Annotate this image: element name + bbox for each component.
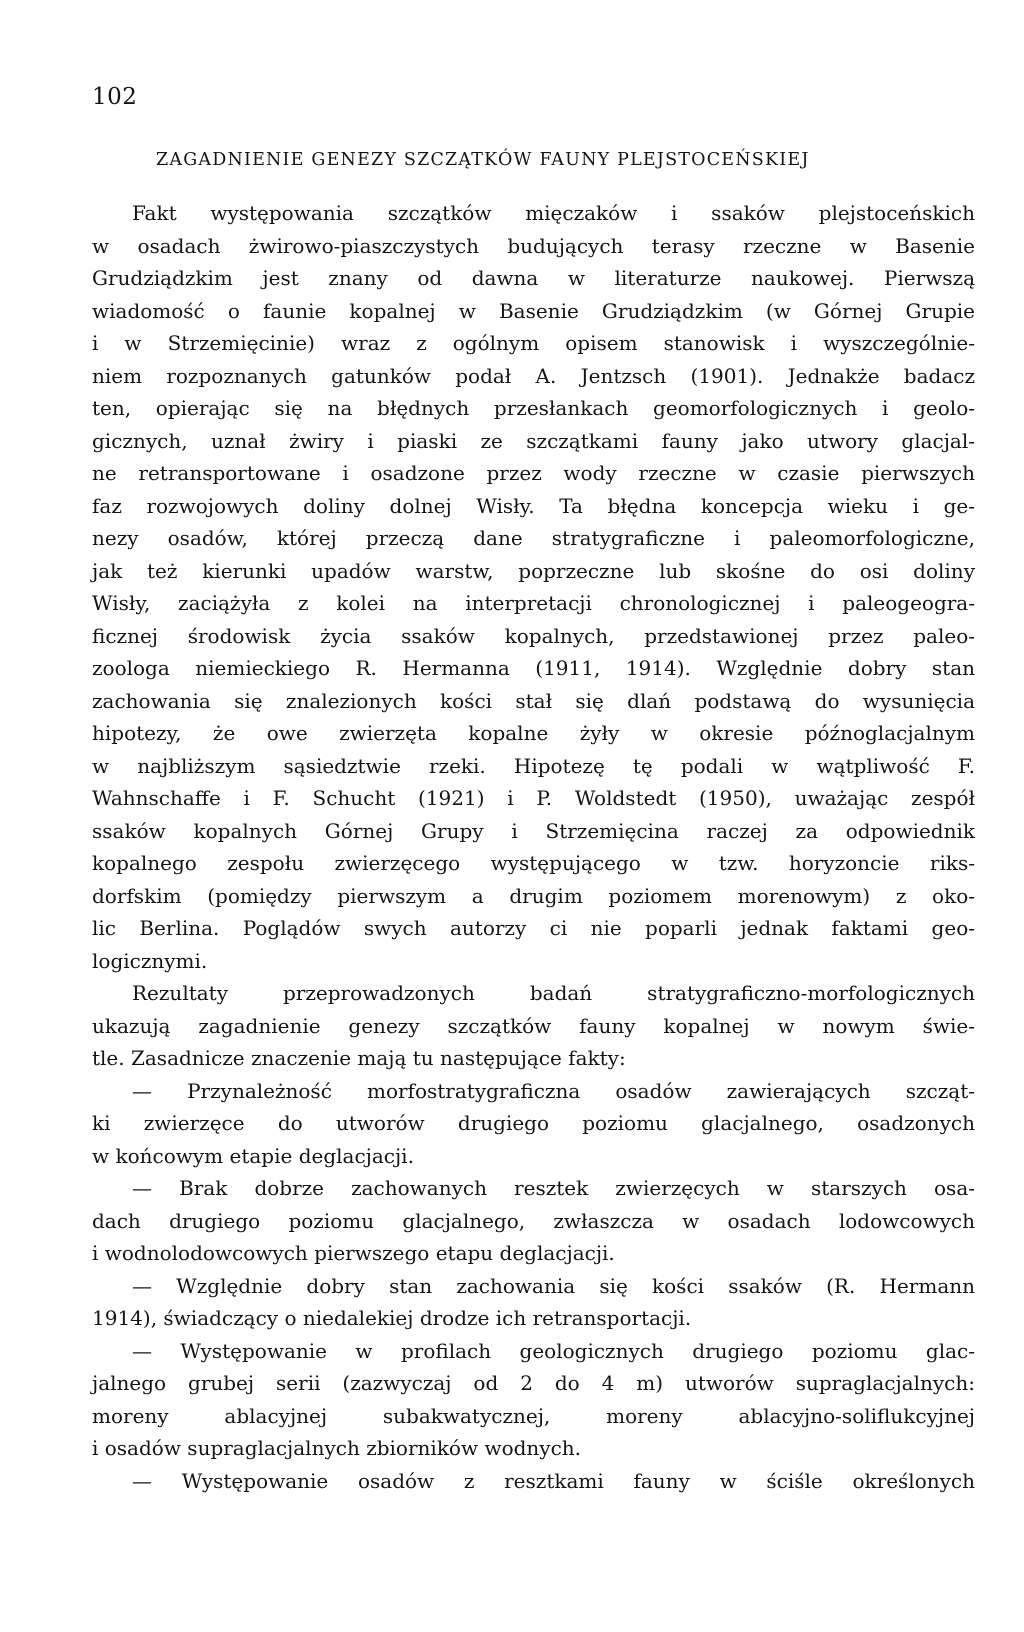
text-line: dorfskim (pomiędzy pierwszym a drugim poziomem morenowym) z oko-: [92, 883, 975, 908]
text-line: ukazują zagadnienie genezy szczątków fauny kopalnej w nowym świe-: [92, 1013, 975, 1038]
text-line: ficznej środowisk życia ssaków kopalnych, przedstawionej przez paleo-: [92, 623, 975, 648]
text-line: ne retransportowane i osadzone przez wody rzeczne w czasie pierwszych: [92, 461, 975, 485]
text-line: w końcowym etapie deglacjacji.: [92, 1143, 414, 1168]
text-line: Rezultaty przeprowadzonych badań stratygraficzno-morfologicznych: [132, 981, 975, 1005]
text-line: faz rozwojowych doliny dolnej Wisły. Ta błędna koncepcja wieku i ge-: [92, 493, 975, 518]
text-line: zoologa niemieckiego R. Hermanna (1911, 1914). Względnie dobry stan: [92, 656, 975, 680]
text-line: w osadach żwirowo-piaszczystych budujących terasy rzeczne w Basenie: [92, 233, 975, 258]
section-title: ZAGADNIENIE GENEZY SZCZĄTKÓW FAUNY PLEJSTOCEŃSKIEJ: [156, 150, 810, 170]
text-line: w najbliższym sąsiedztwie rzeki. Hipotezę tę podali w wątpliwość F.: [92, 753, 975, 778]
text-line: zachowania się znalezionych kości stał się dlań podstawą do wysunięcia: [92, 688, 975, 713]
text-line: ki zwierzęce do utworów drugiego poziomu glacjalnego, osadzonych: [92, 1111, 975, 1135]
text-line: Wisły, zaciążyła z kolei na interpretacji chronologicznej i paleogeogra-: [92, 591, 975, 615]
text-line: — Występowanie w profilach geologicznych drugiego poziomu glac-: [132, 1338, 975, 1363]
text-line: dach drugiego poziomu glacjalnego, zwłaszcza w osadach lodowcowych: [92, 1208, 975, 1233]
text-line: kopalnego zespołu zwierzęcego występującego w tzw. horyzoncie riks-: [92, 851, 975, 875]
text-line: — Przynależność morfostratygraficzna osadów zawierających szcząt-: [132, 1078, 975, 1103]
text-line: i w Strzemięcinie) wraz z ogólnym opisem stanowisk i wyszczególnie-: [92, 331, 975, 355]
text-line: ssaków kopalnych Górnej Grupy i Strzemięcina raczej za odpowiednik: [92, 818, 975, 843]
text-line: gicznych, uznał żwiry i piaski ze szczątkami fauny jako utwory glacjal-: [92, 428, 975, 453]
text-line: — Względnie dobry stan zachowania się kości ssaków (R. Hermann: [132, 1273, 975, 1298]
text-line: tle. Zasadnicze znaczenie mają tu następujące fakty:: [92, 1046, 626, 1070]
text-line: niem rozpoznanych gatunków podał A. Jentzsch (1901). Jednakże badacz: [92, 363, 975, 388]
text-line: 1914), świadczący o niedalekiej drodze ich retransportacji.: [92, 1306, 692, 1330]
text-line: i osadów supraglacjalnych zbiorników wodnych.: [92, 1436, 582, 1460]
text-line: Fakt występowania szczątków mięczaków i ssaków plejstoceńskich: [132, 201, 975, 225]
text-line: hipotezy, że owe zwierzęta kopalne żyły w okresie późnoglacjalnym: [92, 721, 975, 745]
text-line: moreny ablacyjnej subakwatycznej, moreny ablacyjno-soliflukcyjnej: [92, 1403, 975, 1428]
body-text: [92, 197, 975, 1497]
text-line: — Występowanie osadów z resztkami fauny w ściśle określonych: [132, 1468, 975, 1493]
text-line: Wahnschaffe i F. Schucht (1921) i P. Woldstedt (1950), uważając zespół: [92, 786, 975, 810]
text-line: jalnego grubej serii (zazwyczaj od 2 do 4 m) utworów supraglacjalnych:: [92, 1371, 975, 1395]
text-line: Grudziądzkim jest znany od dawna w literaturze naukowej. Pierwszą: [92, 266, 975, 290]
text-line: logicznymi.: [92, 948, 208, 973]
text-line: ten, opierając się na błędnych przesłankach geomorfologicznych i geolo-: [92, 396, 975, 420]
text-line: lic Berlina. Poglądów swych autorzy ci nie poparli jednak faktami geo-: [92, 916, 975, 940]
page-number: 102: [92, 84, 138, 110]
text-line: i wodnolodowcowych pierwszego etapu deglacjacji.: [92, 1241, 615, 1265]
text-line: wiadomość o faunie kopalnej w Basenie Grudziądzkim (w Górnej Grupie: [92, 298, 975, 323]
text-line: jak też kierunki upadów warstw, poprzeczne lub skośne do osi doliny: [92, 558, 975, 583]
text-line: nezy osadów, której przeczą dane stratygraficzne i paleomorfologiczne,: [92, 526, 975, 550]
text-line: — Brak dobrze zachowanych resztek zwierzęcych w starszych osa-: [132, 1176, 975, 1200]
